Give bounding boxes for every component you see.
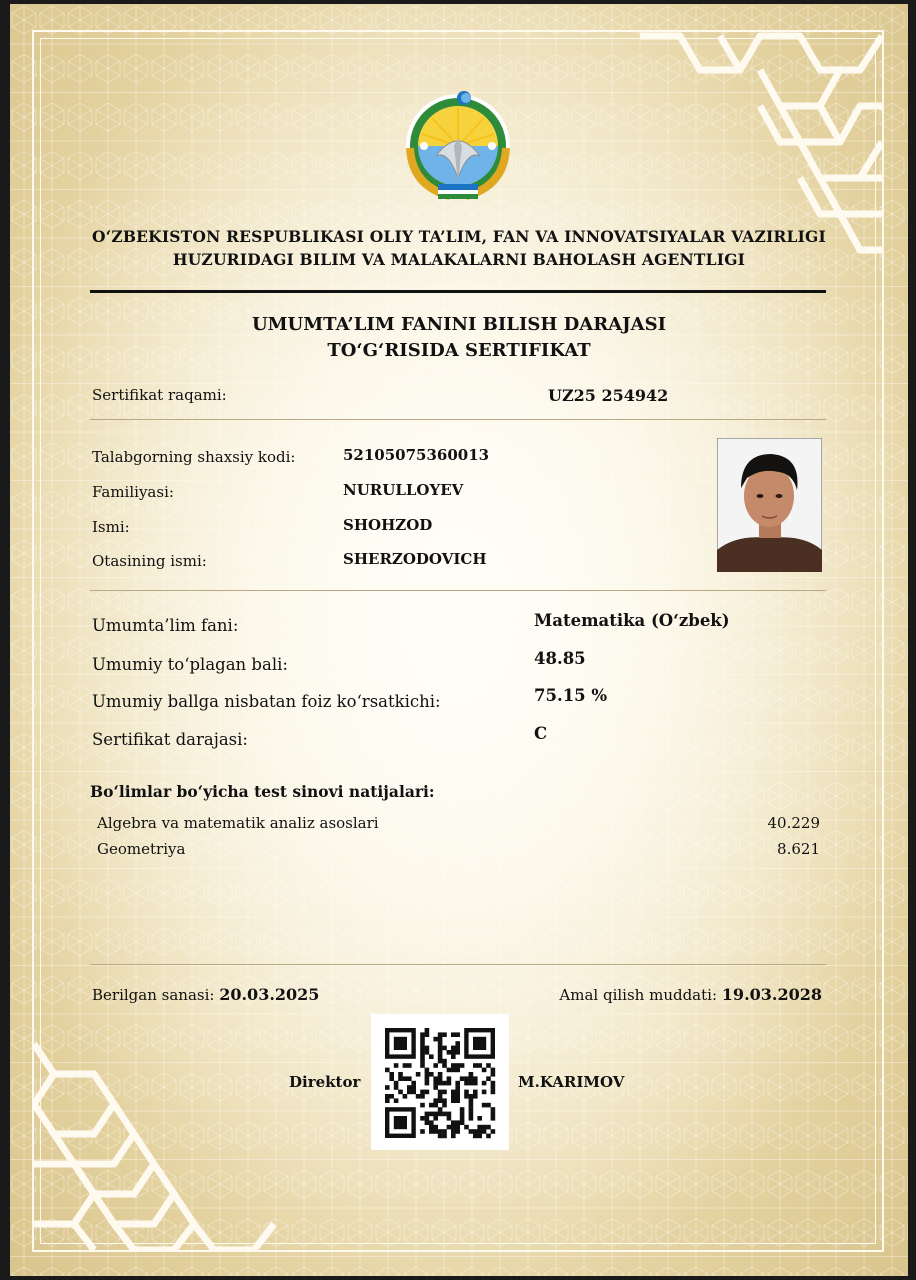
valid-until-label: Amal qilish muddati: bbox=[559, 986, 718, 1004]
name-value: SHOHZOD bbox=[343, 516, 433, 534]
level-label: Sertifikat darajasi: bbox=[92, 730, 248, 749]
name-label: Ismi: bbox=[92, 518, 130, 536]
director-role: Direktor bbox=[289, 1073, 361, 1091]
certificate-title-line2: TO‘G‘RISIDA SERTIFIKAT bbox=[327, 340, 591, 361]
total-score-label: Umumiy to‘plagan bali: bbox=[92, 655, 288, 674]
issue-date-label: Berilgan sanasi: bbox=[92, 986, 215, 1004]
certificate-number-value: UZ25 254942 bbox=[548, 386, 669, 405]
divider-2 bbox=[90, 590, 826, 591]
patronymic-value: SHERZODOVICH bbox=[343, 550, 487, 568]
divider-1 bbox=[90, 419, 826, 420]
ministry-name-line2: HUZURIDAGI BILIM VA MALAKALARNI BAHOLASH AGENTLIGI bbox=[172, 250, 746, 269]
valid-until bbox=[510, 985, 822, 1004]
valid-until-value: 19.03.2028 bbox=[721, 985, 822, 1004]
certificate-number-label: Sertifikat raqami: bbox=[92, 386, 227, 404]
sections-heading: Bo‘limlar bo‘yicha test sinovi natijalari: bbox=[90, 782, 435, 801]
subject-label: Umumta’lim fani: bbox=[92, 616, 239, 635]
certificate-title-line1: UMUMTA’LIM FANINI BILISH DARAJASI bbox=[251, 314, 667, 335]
section-1-name: Algebra va matematik analiz asoslari bbox=[97, 814, 379, 832]
section-2-name: Geometriya bbox=[97, 840, 186, 858]
section-2-score: 8.621 bbox=[777, 840, 820, 858]
level-value: C bbox=[534, 724, 548, 743]
patronymic-label: Otasining ismi: bbox=[92, 552, 207, 570]
applicant-photo bbox=[717, 438, 822, 572]
ministry-name-line1: O‘ZBEKISTON RESPUBLIKASI OLIY TA’LIM, FAN VA INNOVATSIYALAR VAZIRLIGI bbox=[92, 227, 826, 246]
percent-value: 75.15 % bbox=[534, 686, 608, 705]
issue-date bbox=[92, 985, 319, 1004]
surname-value: NURULLOYEV bbox=[343, 481, 464, 499]
total-score-value: 48.85 bbox=[534, 649, 586, 668]
subject-value: Matematika (O‘zbek) bbox=[534, 611, 730, 630]
header-divider bbox=[90, 290, 826, 293]
percent-label: Umumiy ballga nisbatan foiz ko‘rsatkichi: bbox=[92, 692, 441, 711]
director-name: M.KARIMOV bbox=[518, 1073, 625, 1091]
personal-id-label: Talabgorning shaxsiy kodi: bbox=[92, 448, 296, 466]
state-emblem bbox=[402, 86, 514, 202]
qr-code bbox=[371, 1014, 509, 1150]
issue-date-value: 20.03.2025 bbox=[219, 985, 320, 1004]
certificate-page bbox=[10, 4, 908, 1276]
section-1-score: 40.229 bbox=[767, 814, 820, 832]
divider-3 bbox=[90, 964, 826, 965]
personal-id-value: 52105075360013 bbox=[343, 446, 490, 464]
corner-ornament-bottom-left bbox=[32, 1014, 296, 1252]
surname-label: Familiyasi: bbox=[92, 483, 174, 501]
